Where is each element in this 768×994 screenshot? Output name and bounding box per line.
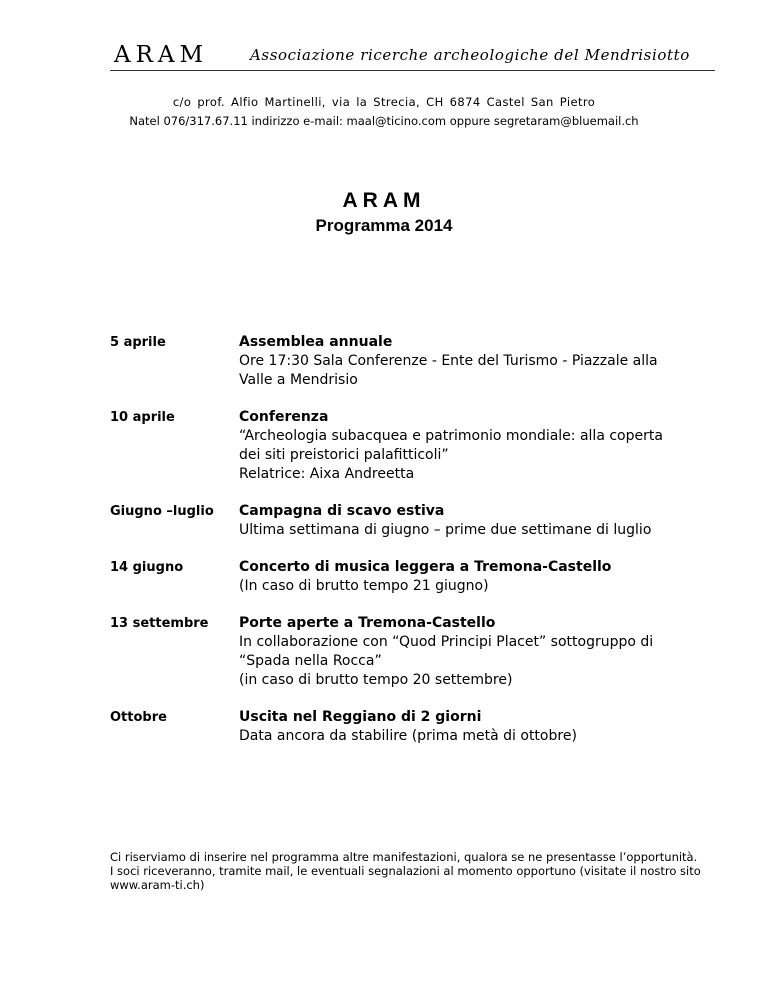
event-detail-line: Valle a Mendrisio <box>239 372 358 388</box>
event-detail-line: “Archeologia subacquea e patrimonio mondiale: alla coperta <box>239 428 663 444</box>
event-title: Conferenza <box>239 409 329 425</box>
program-event <box>110 558 720 596</box>
program-event <box>110 708 720 746</box>
program-event <box>110 408 720 484</box>
event-detail-line: “Spada nella Rocca” <box>239 653 382 669</box>
event-body <box>239 502 720 540</box>
event-body <box>239 614 720 690</box>
event-date: Giugno –luglio <box>110 504 214 519</box>
event-date: 13 settembre <box>110 616 209 631</box>
program-event <box>110 502 720 540</box>
event-detail-line: (In caso di brutto tempo 21 giugno) <box>239 578 489 594</box>
footer-note-2: I soci riceveranno, tramite mail, le eventuali segnalazioni al momento opportuno (visitate il nostro sito www.aram-ti.ch) <box>110 864 701 892</box>
event-date: 10 aprile <box>110 410 175 425</box>
event-body <box>239 333 720 390</box>
letterhead <box>110 40 715 71</box>
event-detail-line: Ore 17:30 Sala Conferenze - Ente del Turismo - Piazzale alla <box>239 353 658 369</box>
event-body <box>239 408 720 484</box>
event-title: Assemblea annuale <box>239 334 393 350</box>
event-detail-line: dei siti preistorici palafitticoli” <box>239 447 449 463</box>
event-date: 5 aprile <box>110 335 166 350</box>
event-detail-line: Relatrice: Aixa Andreetta <box>239 466 415 482</box>
event-detail-line: Data ancora da stabilire (prima metà di ottobre) <box>239 728 577 744</box>
event-detail-line: Ultima settimana di giugno – prime due settimane di luglio <box>239 522 652 538</box>
event-detail-line: (in caso di brutto tempo 20 settembre) <box>239 672 513 688</box>
event-body <box>239 558 720 596</box>
event-title: Campagna di scavo estiva <box>239 503 445 519</box>
program-list <box>110 333 720 764</box>
address-line-2: Natel 076/317.67.11 indirizzo e-mail: maal@ticino.com oppure segretaram@bluemail.ch <box>129 114 639 128</box>
program-event <box>110 614 720 690</box>
event-title: Porte aperte a Tremona-Castello <box>239 615 496 631</box>
event-title: Concerto di musica leggera a Tremona-Castello <box>239 559 612 575</box>
event-detail-line: In collaborazione con “Quod Principi Placet” sottogruppo di <box>239 634 654 650</box>
footer-note-1: Ci riserviamo di inserire nel programma altre manifestazioni, qualora se ne presentasse l’opportunità. <box>110 850 698 864</box>
program-event <box>110 333 720 390</box>
footer-notes <box>110 850 710 892</box>
letterhead-full-name: Associazione ricerche archeologiche del Mendrisiotto <box>250 46 690 64</box>
event-date: Ottobre <box>110 710 167 725</box>
event-title: Uscita nel Reggiano di 2 giorni <box>239 709 482 725</box>
address-line-1: c/o prof. Alfio Martinelli, via la Strecia, CH 6874 Castel San Pietro <box>172 95 596 109</box>
page-title: ARAM <box>342 189 426 212</box>
page-subtitle: Programma 2014 <box>315 216 453 235</box>
letterhead-acronym: ARAM <box>114 42 209 68</box>
event-body <box>239 708 720 746</box>
event-date: 14 giugno <box>110 560 184 575</box>
